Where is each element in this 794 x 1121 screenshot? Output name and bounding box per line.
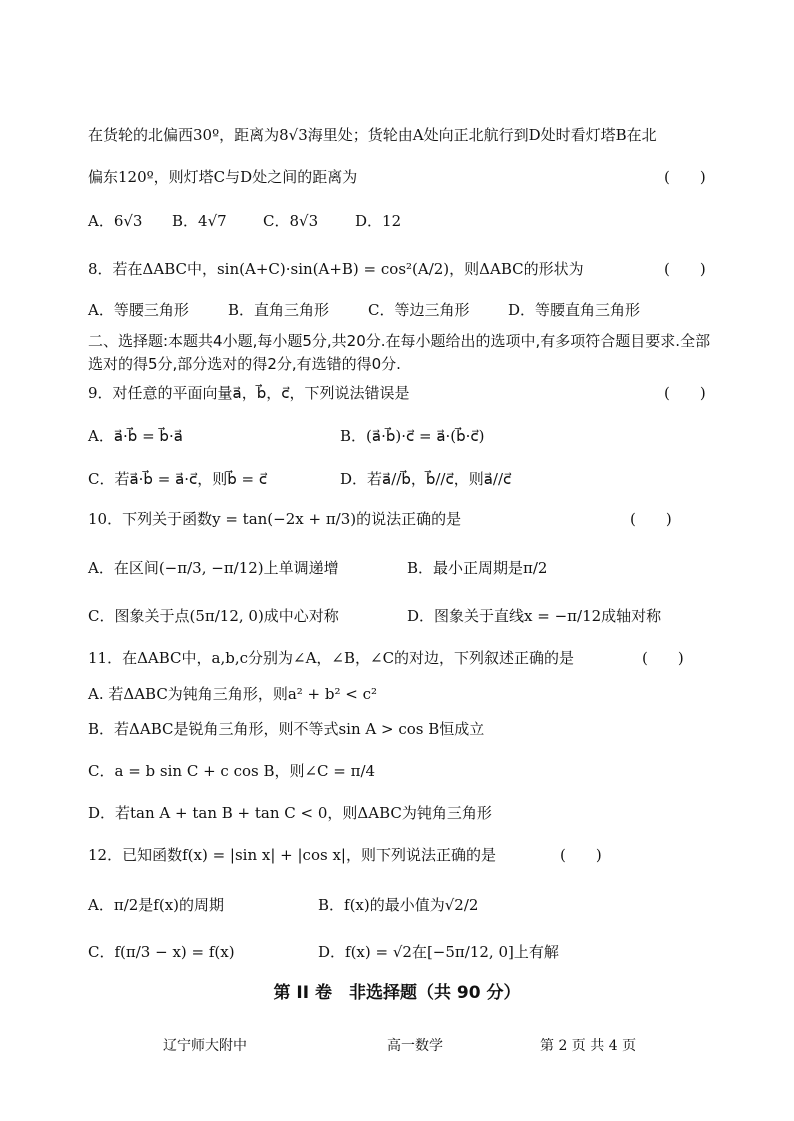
q7-answer-paren: ( ) — [664, 168, 706, 186]
footer-subject: 高一数学 — [387, 1038, 443, 1054]
q12-option-a: A．π/2是f(x)的周期 — [88, 896, 225, 914]
q7-option-c: C．8√3 — [263, 212, 319, 230]
q9-option-c: C．若a⃗·b⃗ = a⃗·c⃗，则b⃗ = c⃗ — [88, 470, 268, 488]
q7-option-a: A．6√3 — [88, 212, 143, 230]
q9-option-b: B．(a⃗·b⃗)·c⃗ = a⃗·(b⃗·c⃗) — [340, 427, 485, 445]
q12-option-c: C．f(π/3 − x) = f(x) — [88, 943, 235, 961]
section-2-heading: 二、选择题:本题共4小题,每小题5分,共20分.在每小题给出的选项中,有多项符合题目要求.全部选对的得5分,部分选对的得2分,有选错的得0分. — [88, 332, 711, 373]
q7-option-b: B．4√7 — [172, 212, 227, 230]
q12-option-b: B．f(x)的最小值为√2/2 — [318, 896, 479, 914]
q11-option-c: C．a = b sin C + c cos B，则∠C = π/4 — [88, 762, 376, 780]
q8-stem: 8．若在ΔABC中，sin(A+C)·sin(A+B) = cos²(A/2)，则ΔABC的形状为 — [88, 260, 584, 278]
q11-stem: 11．在ΔABC中，a,b,c分别为∠A，∠B，∠C的对边，下列叙述正确的是 — [88, 649, 575, 667]
q11-option-a: A. 若ΔABC为钝角三角形，则a² + b² < c² — [88, 685, 378, 703]
q10-option-d: D．图象关于直线x = −π/12成轴对称 — [407, 607, 662, 625]
footer-page: 第 2 页 共 4 页 — [540, 1038, 637, 1054]
q12-answer-paren: ( ) — [560, 846, 602, 864]
part-2-title: 第 II 卷 非选择题（共 90 分） — [273, 983, 521, 1003]
q10-answer-paren: ( ) — [630, 510, 672, 528]
q7-option-d: D．12 — [355, 212, 402, 230]
q9-option-a: A．a⃗·b⃗ = b⃗·a⃗ — [88, 427, 183, 445]
q8-option-c: C．等边三角形 — [368, 301, 470, 319]
q11-option-b: B．若ΔABC是锐角三角形，则不等式sin A > cos B恒成立 — [88, 720, 485, 738]
q11-option-d: D．若tan A + tan B + tan C < 0，则ΔABC为钝角三角形 — [88, 804, 492, 822]
q9-answer-paren: ( ) — [664, 384, 706, 402]
q9-stem: 9．对任意的平面向量a⃗，b⃗，c⃗，下列说法错误是 — [88, 384, 410, 402]
q9-option-d: D．若a⃗//b⃗，b⃗//c⃗，则a⃗//c⃗ — [340, 470, 512, 488]
q10-option-b: B．最小正周期是π/2 — [407, 559, 548, 577]
q10-stem: 10．下列关于函数y = tan(−2x + π/3)的说法正确的是 — [88, 510, 462, 528]
q10-option-c: C．图象关于点(5π/12, 0)成中心对称 — [88, 607, 339, 625]
q8-option-d: D．等腰直角三角形 — [508, 301, 641, 319]
q7-stem-line2: 偏东120º，则灯塔C与D处之间的距离为 — [88, 168, 358, 186]
q10-option-a: A．在区间(−π/3, −π/12)上单调递增 — [88, 559, 339, 577]
q8-option-a: A．等腰三角形 — [88, 301, 189, 319]
q7-stem-line1: 在货轮的北偏西30º，距离为8√3海里处；货轮由A处向正北航行到D处时看灯塔B在北 — [88, 126, 657, 144]
q8-answer-paren: ( ) — [664, 260, 706, 278]
q12-option-d: D．f(x) = √2在[−5π/12, 0]上有解 — [318, 943, 559, 961]
q12-stem: 12．已知函数f(x) = |sin x| + |cos x|，则下列说法正确的是 — [88, 846, 496, 864]
footer-school: 辽宁师大附中 — [163, 1038, 247, 1054]
q8-option-b: B．直角三角形 — [228, 301, 330, 319]
q11-answer-paren: ( ) — [642, 649, 684, 667]
